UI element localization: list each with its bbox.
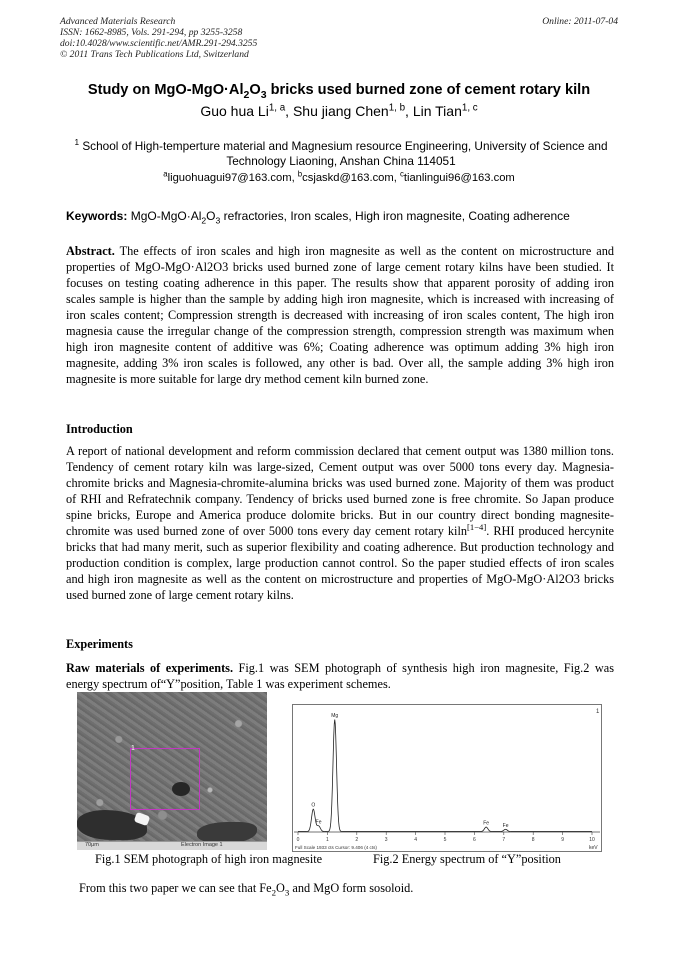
email-list: $^a$liguohuagui97@163.com, $^b$csjaskd@163.com, $^c$tianlingui96@163.com <box>163 169 515 184</box>
x-tick-label: 9 <box>561 837 564 843</box>
fig1-caption: Fig.1 SEM photograph of high iron magnesite <box>95 852 323 866</box>
x-tick-label: 10 <box>589 837 595 843</box>
sem-scale-label: 70μm <box>85 842 99 848</box>
closing-paragraph: From this two paper we can see that $Fe_2O_3$ and MgO form sosoloid. <box>79 881 414 898</box>
intro-heading: Introduction <box>66 422 133 436</box>
x-tick-label: 6 <box>473 837 476 843</box>
journal-name: Advanced Materials Research <box>60 16 176 27</box>
sem-selection-box <box>130 748 200 810</box>
journal-doi: doi:10.4028/www.scientific.net/AMR.291-294.3255 <box>60 38 258 49</box>
abstract-label: Abstract. <box>66 244 115 258</box>
peak-label: O <box>311 802 316 809</box>
x-tick-label: 0 <box>296 837 300 843</box>
spectrum-footer: Full Scale 1933 cts Cursor: 9.406 (4 cts) <box>295 845 377 850</box>
peak-label: Fe <box>483 820 490 827</box>
email-link[interactable]: csjaskd@163.com <box>302 172 394 184</box>
fig2-caption: Fig.2 Energy spectrum of “Y”position <box>373 852 561 866</box>
peak-label: Fe <box>315 819 322 826</box>
author-name: Lin Tian <box>412 103 462 119</box>
keywords: Keywords: MgO-$MgO\cdot Al_2O_3$ refractories, Iron scales, High iron magnesite, Coating adherence <box>66 209 570 226</box>
sem-box-label: 1 <box>131 745 135 752</box>
intro-paragraph: A report of national development and reform commission declared that cement output was 1380 million tons. Tendency of cement rotary kiln was large-sized, Cement output was over 5000 tons every day. Magnesia-chromite bricks and Magnesia-chromite-alumina bricks was used burned zone. Majority of them was product of RHI and Refratechnik company. Tendency of bricks used burned zone is free chromite. So Japan produce spine bricks, Europe and America produce dolomite bricks. But in our country direct bonding magnesite-chromite was used burned zone of over 5000 tons every day cement rotary kiln[1−4]. RHI produced hercynite bricks that had many merit, such as superior flexibility and coating adherence. But production technology and production condition is complex, large production cannot control. So the paper studied effects of iron scales and high iron magnesite as well as the content on microstructure and properties of MgO-MgO·Al2O3 bricks used burned zone of large cement rotary kilns. <box>66 444 614 602</box>
email-link[interactable]: tianlingui96@163.com <box>403 172 515 184</box>
journal-issn: ISSN: 1662-8985, Vols. 291-294, pp 3255-3258 <box>60 27 243 38</box>
author-list: Guo hua Li$^{1, a}$, Shu jiang Chen$^{1, b}$, Lin Tian$^{1, c}$ <box>200 102 478 119</box>
peak-label: Mg <box>331 713 339 719</box>
raw-materials-label: Raw materials of experiments. <box>66 661 234 675</box>
journal-copyright: © 2011 Trans Tech Publications Ltd, Switzerland <box>60 49 249 60</box>
x-tick-label: 1 <box>326 837 329 843</box>
keywords-label: Keywords: <box>66 209 128 223</box>
peak-label: Fe <box>502 822 509 829</box>
sem-info-bar <box>77 841 267 850</box>
online-date: Online: 2011-07-04 <box>542 16 618 27</box>
author-name: Guo hua Li <box>200 103 269 119</box>
chart-frame <box>293 705 602 852</box>
paper-title: Study on MgO-$MgO\cdot Al_2O_3$ bricks used burned zone of cement rotary kiln <box>87 82 591 101</box>
sem-photograph <box>77 692 267 850</box>
spectrum-unit: keV <box>589 845 598 851</box>
spectrum-corner-label: 1 <box>596 709 600 715</box>
x-tick-label: 2 <box>355 837 359 843</box>
affiliation: $^1$ School of High-temperture material and Magnesium resource Engineering, University of Science and Technology Liaoning, Anshan China 114051 <box>74 138 608 168</box>
x-tick-label: 5 <box>443 837 447 843</box>
x-tick-label: 4 <box>414 837 417 843</box>
eds-spectrum-chart <box>292 704 602 852</box>
abstract <box>66 243 614 387</box>
citation: [1−4] <box>467 521 487 532</box>
sem-image-label: Electron Image 1 <box>181 842 223 848</box>
abstract-text: The effects of iron scales and high iron magnesite as well as the content on microstructure and properties of MgO-MgO·Al2O3 bricks used burned zone of large cement rotary kilns have been studied. It focuses on testing coating adherence in this paper. The results show that apparent porosity of adding iron scales sample is higher than the sample by adding high iron magnesite, which is increased with increasing of iron scales content; Compression strength is decreased with increasing of iron scales content, The high iron magnesia cause the irregular change of the compression strength, compression strength was maximum when high iron magnesite content of additive was 6%; Coating adherence was optimum adding 3% high iron magnesite, adding 3% iron scales is followed, any other is bad. Over all, the sample adding 3% high iron magnesite is more suitable for large dry method cement kiln burned zone. <box>66 244 615 386</box>
x-tick-label: 8 <box>531 837 535 843</box>
author-name: Shu jiang Chen <box>292 103 389 119</box>
x-tick-label: 7 <box>502 837 506 843</box>
raw-materials-paragraph: Raw materials of experiments. Fig.1 was SEM photograph of synthesis high iron magnesite, Fig.2 was energy spectrum of“Y”position, Table 1 was experiment schemes. <box>66 661 614 691</box>
journal-header <box>60 16 257 60</box>
experiments-heading: Experiments <box>66 637 133 651</box>
x-tick-label: 3 <box>384 837 388 843</box>
email-link[interactable]: liguohuagui97@163.com <box>167 172 292 184</box>
